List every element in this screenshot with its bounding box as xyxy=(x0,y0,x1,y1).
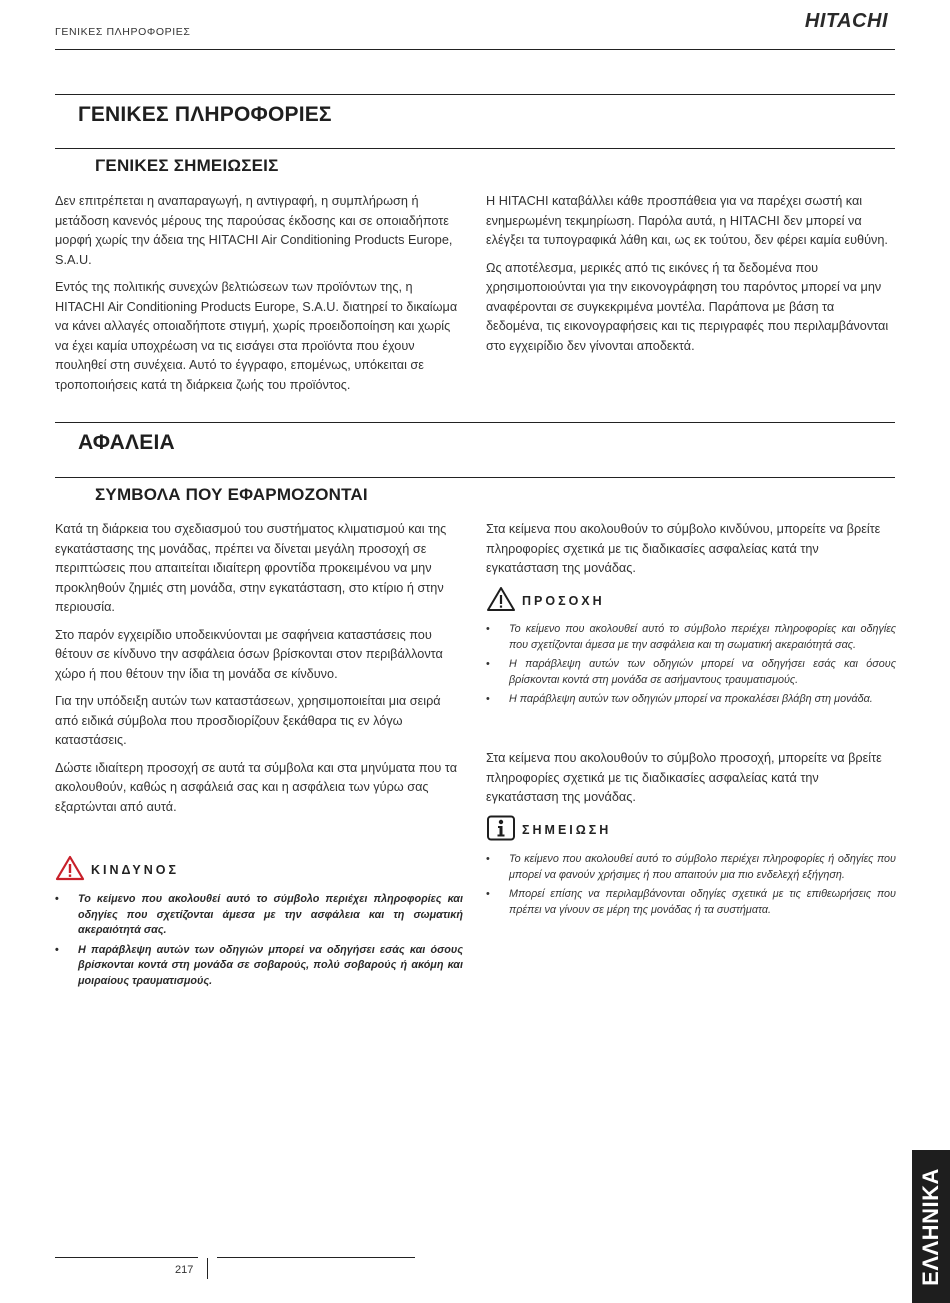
subsection-title-general-notes: ΓΕΝΙΚΕΣ ΣΗΜΕΙΩΣΕΙΣ xyxy=(95,156,279,175)
caution-triangle-icon xyxy=(486,586,516,615)
footer-rule-right xyxy=(217,1257,415,1258)
list-item: • Το κείμενο που ακολουθεί αυτό το σύμβολο περιέχει πληροφορίες και οδηγίες που σχετίζονται άμεσα με την ασφάλεια και τη σωματική ακεραιότητά σας. xyxy=(486,623,896,651)
note-bullet-list xyxy=(486,852,896,922)
caution-bullet-list xyxy=(486,622,896,712)
language-tab-label: ΕΛΛΗΝΙΚΑ xyxy=(918,1167,943,1286)
list-item: • Το κείμενο που ακολουθεί αυτό το σύμβολο περιέχει πληροφορίες και οδηγίες που σχετίζονται άμεσα με την ασφάλεια και τη σωματική ακεραιότητά σας. xyxy=(55,893,463,936)
running-header-label: ΓΕΝΙΚΕΣ ΠΛΗΡΟΦΟΡΙΕΣ xyxy=(55,26,191,38)
list-item: • Η παράβλεψη αυτών των οδηγιών μπορεί να οδηγήσει εσάς και όσους βρίσκονται κοντά στη μονάδα σε ασήμαντους τραυματισμούς. xyxy=(486,658,896,686)
symbols-left-column xyxy=(55,520,461,825)
language-tab xyxy=(912,1150,950,1303)
section-title-general-info: ΓΕΝΙΚΕΣ ΠΛΗΡΟΦΟΡΙΕΣ xyxy=(78,103,332,126)
footer-divider xyxy=(207,1258,208,1279)
subsection-title-symbols: ΣΥΜΒΟΛΑ ΠΟΥ ΕΦΑΡΜΟΖΟΝΤΑΙ xyxy=(95,485,368,504)
list-item: • Το κείμενο που ακολουθεί αυτό το σύμβολο περιέχει πληροφορίες ή οδηγίες που μπορεί να φανούν χρήσιμες ή που απαιτούν μια πιο ενδελεχή εξήγηση. xyxy=(486,853,896,881)
caution-label: ΠΡΟΣΟΧΗ xyxy=(522,593,605,608)
subsection-rule xyxy=(55,477,895,478)
section-title-safety: ΑΦΑΛΕΙΑ xyxy=(78,431,175,454)
header-rule xyxy=(55,49,895,50)
danger-heading xyxy=(55,855,179,884)
list-item: • Η παράβλεψη αυτών των οδηγιών μπορεί να οδηγήσει εσάς και όσους βρίσκονται κοντά στη μονάδα σε σοβαρούς, πολύ σοβαρούς ή ακόμη και μοιραίους τραυματισμούς. xyxy=(55,943,463,987)
danger-bullet-list xyxy=(55,892,463,993)
symbols-right-intro xyxy=(486,520,892,587)
note-heading xyxy=(486,815,611,844)
info-note-icon xyxy=(486,815,516,844)
paragraph: Στο παρόν εγχειρίδιο υποδεικνύονται με σαφήνεια καταστάσεις που θέτουν σε κίνδυνο την ασφάλεια όσων βρίσκονται στον περιβάλλοντα χώρο ή που θέτουν την ίδια τη μονάδα σε κίνδυνο. xyxy=(55,627,443,681)
caution-heading xyxy=(486,586,605,615)
section-rule xyxy=(55,422,895,423)
paragraph: Ως αποτέλεσμα, μερικές από τις εικόνες ή τα δεδομένα που χρησιμοποιούνται για την εικονογράφηση του παρόντος μπορεί να μην αναφέρονται σε συγκεκριμένα μοντέλα. Παράπονα με βάση τα δεδομένα, τις εικονογραφήσεις και τις περιγραφές που περιλαμβάνονται στο εγχειρίδιο δεν γίνονται αποδεκτά. xyxy=(486,260,889,353)
paragraph: Εντός της πολιτικής συνεχών βελτιώσεων των προϊόντων της, η HITACHI Air Conditioning Products Europe, S.A.U. διατηρεί το δικαίωμα να κάνει αλλαγές οποιαδήποτε στιγμή, χωρίς προειδοποίηση και χωρίς να έχει καμία υποχρέωση να τις εισάγει στα προϊόντα που έχουν πουληθεί στη συνέχεια. Αυτό το έγγραφο, επομένως, υπόκειται σε τροποποιήσεις κατά τη διάρκεια ζωής του προϊόντος. xyxy=(55,280,458,392)
paragraph: Η HITACHI καταβάλλει κάθε προσπάθεια για να παρέχει σωστή και ενημερωμένη τεκμηρίωση. Παρόλα αυτά, η HITACHI δεν μπορεί να ελέγξει τα τυπογραφικά λάθη και, ως εκ τούτου, δεν φέρει καμία ευθύνη. xyxy=(486,194,888,247)
list-item: • Η παράβλεψη αυτών των οδηγιών μπορεί να προκαλέσει βλάβη στη μονάδα. xyxy=(486,693,873,705)
general-notes-left-column xyxy=(55,192,461,403)
note-label: ΣΗΜΕΙΩΣΗ xyxy=(522,822,612,837)
general-notes-right-column xyxy=(486,192,892,364)
paragraph: Δώστε ιδιαίτερη προσοχή σε αυτά τα σύμβολα και στα μηνύματα που τα ακολουθούν, καθώς η ασφάλειά σας και η ασφάλεια των γύρω σας εξαρτώνται από αυτά. xyxy=(55,760,458,814)
footer-rule-left xyxy=(55,1257,198,1258)
paragraph: Στα κείμενα που ακολουθούν το σύμβολο προσοχή, μπορείτε να βρείτε πληροφορίες σχετικά με τις διαδικασίες ασφαλείας κατά την εγκατάσταση της μονάδας. xyxy=(486,751,882,804)
subsection-rule xyxy=(55,148,895,149)
caution-followup xyxy=(486,749,892,816)
section-rule xyxy=(55,94,895,95)
danger-label: ΚΙΝΔΥΝΟΣ xyxy=(91,862,179,877)
list-item: • Μπορεί επίσης να περιλαμβάνονται οδηγίες σχετικά με τις επιθεωρήσεις που πρέπει να γίνουν σε μέρη της μονάδας ή τα συστήματα. xyxy=(486,888,896,916)
paragraph: Δεν επιτρέπεται η αναπαραγωγή, η αντιγραφή, η συμπλήρωση ή μετάδοση κανενός μέρους της παρούσας έκδοσης και σε οποιαδήποτε μορφή χωρίς την άδεια της HITACHI Air Conditioning Products Europe, S.A.U. xyxy=(55,194,453,267)
page-number: 217 xyxy=(175,1264,194,1276)
paragraph: Κατά τη διάρκεια του σχεδιασμού του συστήματος κλιματισμού και της εγκατάστασης της μονάδας, πρέπει να δίνεται μεγάλη προσοχή σε περιπτώσεις που απαιτείται ιδιαίτερη φροντίδα προκειμένου να μην προκληθούν ζημιές στη μονάδα, στην εγκατάσταση, στο κτίριο ή στην περιουσία. xyxy=(55,522,447,614)
paragraph: Στα κείμενα που ακολουθούν το σύμβολο κινδύνου, μπορείτε να βρείτε πληροφορίες σχετικά με τις διαδικασίες ασφαλείας κατά την εγκατάσταση της μονάδας. xyxy=(486,522,881,575)
paragraph: Για την υπόδειξη αυτών των καταστάσεων, χρησιμοποιείται μια σειρά από ειδικά σύμβολα που προσδιορίζουν ξεκάθαρα τις εν λόγω καταστάσεις. xyxy=(55,694,441,747)
hitachi-logo: HITACHI xyxy=(804,10,888,32)
danger-triangle-icon xyxy=(55,855,85,884)
